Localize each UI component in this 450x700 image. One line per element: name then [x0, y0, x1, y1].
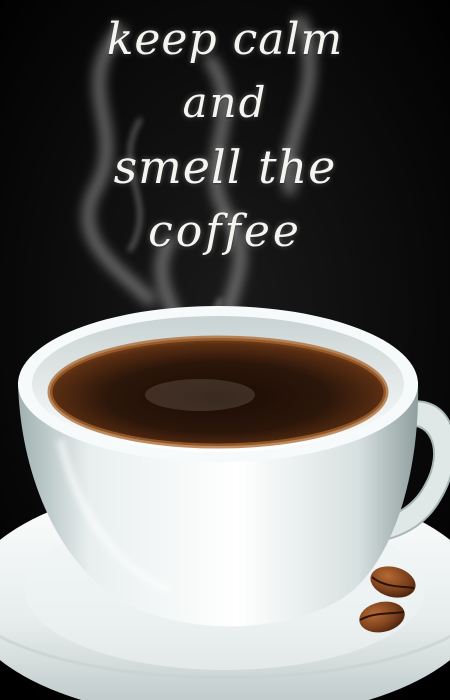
- quote-line-coffee: coffee: [148, 206, 302, 257]
- quote-line-keep-calm: keep calm: [106, 14, 344, 65]
- quote-line-and: and: [182, 78, 268, 127]
- quote-text: [0, 0, 450, 280]
- quote-line-smell-the: smell the: [113, 140, 337, 194]
